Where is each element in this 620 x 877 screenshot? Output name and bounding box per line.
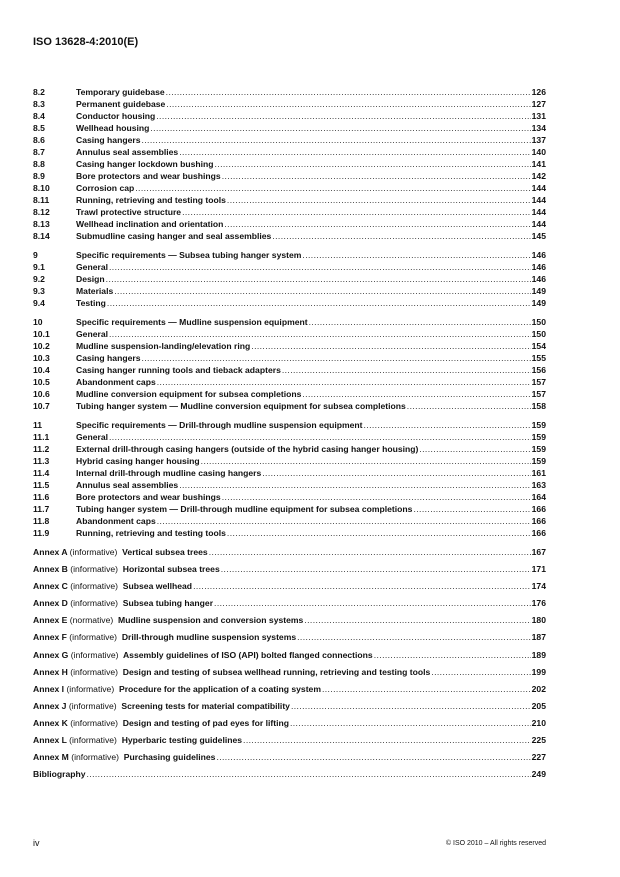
annex-label: Annex F — [33, 632, 67, 643]
entry-title: Specific requirements — Subsea tubing hanger system — [76, 250, 302, 260]
entry-page: 127 — [531, 99, 546, 109]
entry-title: Tubing hanger system — Mudline conversion equipment for subsea completions — [76, 401, 406, 411]
toc-entry[interactable] — [33, 527, 546, 539]
dot-leader — [166, 86, 531, 98]
annex-kind: (informative) — [69, 735, 117, 746]
entry-title: Running, retrieving and testing tools — [76, 195, 226, 205]
dot-leader — [135, 182, 530, 194]
entry-title: Design — [76, 274, 105, 284]
toc-section-group — [33, 86, 546, 242]
dot-leader — [222, 170, 531, 182]
entry-page: 161 — [531, 468, 546, 478]
entry-page: 146 — [531, 250, 546, 260]
entry-title: Bore protectors and wear bushings — [76, 171, 221, 181]
entry-title: Casing hangers — [76, 135, 141, 145]
dot-leader — [290, 715, 531, 732]
annex-title-block — [33, 595, 213, 612]
dot-leader — [419, 443, 530, 455]
dot-leader — [109, 431, 531, 443]
dot-leader — [407, 400, 531, 412]
dot-leader — [109, 261, 531, 273]
annex-title: Horizontal subsea trees — [122, 564, 220, 575]
annex-title-block — [33, 629, 296, 646]
annex-label: Annex B — [33, 564, 68, 575]
annex-label: Annex H — [33, 666, 68, 677]
entry-page: 202 — [531, 683, 546, 694]
entry-title: Trawl protective structure — [76, 207, 182, 217]
annex-label: Annex A — [33, 547, 68, 557]
toc-section-group — [33, 419, 546, 539]
entry-page: 131 — [531, 111, 546, 121]
toc-entry[interactable] — [33, 194, 546, 206]
dot-leader — [179, 146, 530, 158]
entry-page: 146 — [531, 274, 546, 284]
dot-leader — [227, 194, 531, 206]
entry-number: 8.3 — [33, 99, 45, 109]
entry-title: Materials — [76, 286, 114, 296]
annex-title: Vertical subsea trees — [122, 547, 208, 557]
dot-leader — [262, 467, 530, 479]
annex-title: Design and testing of pad eyes for lifting — [122, 717, 289, 728]
annex-title: Subsea tubing hanger — [122, 598, 214, 609]
entry-page: 145 — [531, 231, 546, 241]
entry-title: Specific requirements — Drill-through mudline suspension equipment — [76, 420, 363, 430]
annex-title-block — [33, 647, 373, 664]
dot-leader — [374, 647, 531, 664]
entry-page: 166 — [531, 516, 546, 526]
entry-number: 11.9 — [33, 528, 50, 538]
toc-entry[interactable] — [33, 146, 546, 158]
entry-page: 166 — [531, 528, 546, 538]
entry-title: Hybrid casing hanger housing — [76, 456, 200, 466]
annex-title-block — [33, 612, 303, 629]
entry-number: 9 — [33, 250, 38, 260]
toc-entry[interactable] — [33, 297, 546, 309]
dot-leader — [251, 340, 530, 352]
entry-number: 8.5 — [33, 123, 45, 133]
entry-page: 149 — [531, 286, 546, 296]
entry-page: 150 — [531, 329, 546, 339]
entry-number: 10.5 — [33, 377, 50, 387]
entry-number: 11.2 — [33, 444, 50, 454]
entry-page: 156 — [531, 365, 546, 375]
entry-title: Specific requirements — Mudline suspension equipment — [76, 317, 308, 327]
toc-annex-entry[interactable] — [33, 629, 546, 646]
toc-entry[interactable] — [33, 491, 546, 503]
toc-entry[interactable] — [33, 249, 546, 261]
entry-page: 159 — [531, 456, 546, 466]
dot-leader — [182, 206, 531, 218]
dot-leader — [157, 515, 531, 527]
entry-number: 9.1 — [33, 262, 45, 272]
annex-title-block — [33, 698, 290, 715]
entry-number: 11 — [33, 420, 43, 430]
entry-page: 146 — [531, 262, 546, 272]
entry-number: 11.5 — [33, 480, 50, 490]
entry-page: 205 — [531, 700, 546, 711]
annex-title-block — [33, 715, 289, 732]
entry-number: 8.4 — [33, 111, 45, 121]
entry-page: 144 — [531, 207, 546, 217]
entry-title: Tubing hanger system — Drill-through mudline equipment for subsea completions — [76, 504, 413, 514]
entry-number: 11.7 — [33, 504, 50, 514]
entry-page: 150 — [531, 317, 546, 327]
entry-title: Permanent guidebase — [76, 99, 166, 109]
dot-leader — [179, 479, 530, 491]
entry-page: 225 — [531, 735, 546, 746]
entry-number: 11.6 — [33, 492, 50, 502]
toc-entry[interactable] — [33, 352, 546, 364]
toc-entry[interactable] — [33, 182, 546, 194]
dot-leader — [309, 316, 531, 328]
entry-number: 8.8 — [33, 159, 45, 169]
toc-entry[interactable] — [33, 261, 546, 273]
entry-title: Bore protectors and wear bushings — [76, 492, 221, 502]
annex-kind: (informative) — [70, 564, 119, 575]
annex-title: Screening tests for material compatibility — [121, 700, 290, 711]
dot-leader — [282, 364, 531, 376]
entry-title: General — [76, 329, 109, 339]
annex-kind: (informative) — [69, 632, 118, 643]
entry-title: Mudline suspension-landing/elevation ring — [76, 341, 251, 351]
dot-leader — [201, 455, 531, 467]
entry-page: 158 — [531, 401, 546, 411]
entry-page: 157 — [531, 377, 546, 387]
toc-entry[interactable] — [33, 158, 546, 170]
toc-entry[interactable] — [33, 515, 546, 527]
entry-number: 10.1 — [33, 329, 50, 339]
annex-kind: (informative) — [70, 598, 119, 609]
dot-leader — [222, 491, 531, 503]
toc-entry[interactable] — [33, 98, 546, 110]
entry-page: 126 — [531, 87, 546, 97]
dot-leader — [322, 681, 531, 698]
entry-page: 189 — [531, 649, 546, 660]
page-number: iv — [33, 838, 40, 848]
dot-leader — [304, 612, 530, 629]
entry-title: Casing hanger lockdown bushing — [76, 159, 214, 169]
document-header: ISO 13628-4:2010(E) — [33, 36, 139, 48]
entry-number: 8.14 — [33, 231, 50, 241]
entry-number: 11.1 — [33, 432, 50, 442]
entry-title: Corrosion cap — [76, 183, 135, 193]
annex-label: Annex J — [33, 700, 67, 711]
toc-entry[interactable] — [33, 455, 546, 467]
entry-number: 8.2 — [33, 87, 45, 97]
toc-entry[interactable] — [33, 364, 546, 376]
entry-page: 154 — [531, 341, 546, 351]
toc-entry[interactable] — [33, 400, 546, 412]
toc-annex-entry[interactable] — [33, 732, 546, 749]
dot-leader — [156, 110, 530, 122]
dot-leader — [114, 285, 530, 297]
dot-leader — [106, 273, 531, 285]
entry-title: Casing hanger running tools and tieback adapters — [76, 365, 281, 375]
toc-annex-entry[interactable] — [33, 595, 546, 612]
annex-label: Annex C — [33, 581, 68, 592]
entry-page: 199 — [531, 666, 546, 677]
entry-number: 9.2 — [33, 274, 45, 284]
dot-leader — [302, 388, 530, 400]
dot-leader — [141, 134, 530, 146]
entry-page: 134 — [531, 123, 546, 133]
entry-number: 9.4 — [33, 298, 45, 308]
annex-kind: (informative) — [70, 717, 119, 728]
entry-page: 159 — [531, 420, 546, 430]
entry-title: Internal drill-through mudline casing hangers — [76, 468, 262, 478]
entry-page: 187 — [531, 632, 546, 643]
entry-number: 11.8 — [33, 516, 50, 526]
toc-annex-entry[interactable] — [33, 647, 546, 664]
toc-entry[interactable] — [33, 86, 546, 98]
toc-entry[interactable] — [33, 419, 546, 431]
dot-leader — [215, 158, 531, 170]
toc-entry[interactable] — [33, 388, 546, 400]
entry-title: Running, retrieving and testing tools — [76, 528, 226, 538]
toc-section-group — [33, 316, 546, 412]
entry-page: 140 — [531, 147, 546, 157]
annex-label: Annex L — [33, 735, 67, 746]
toc-entry[interactable] — [33, 340, 546, 352]
annex-title: Assembly guidelines of ISO (API) bolted flanged connections — [122, 649, 373, 660]
annex-title: Mudline suspension and conversion systems — [118, 615, 304, 626]
entry-page: 171 — [531, 564, 546, 575]
entry-page: 176 — [531, 598, 546, 609]
entry-number: 9.3 — [33, 286, 45, 296]
entry-number: 8.7 — [33, 147, 45, 157]
toc-entry[interactable] — [33, 206, 546, 218]
toc-entry[interactable] — [33, 122, 546, 134]
entry-page: 164 — [531, 492, 546, 502]
dot-leader — [216, 749, 530, 766]
annex-kind: (informative) — [68, 700, 117, 711]
toc-annex-entry[interactable] — [33, 544, 546, 561]
toc-entry[interactable] — [33, 431, 546, 443]
toc-entry[interactable] — [33, 110, 546, 122]
dot-leader — [302, 249, 530, 261]
annex-title-block — [33, 664, 430, 681]
dot-leader — [413, 503, 530, 515]
dot-leader — [364, 419, 531, 431]
dot-leader — [431, 664, 530, 681]
entry-page: 142 — [531, 171, 546, 181]
toc-entry[interactable] — [33, 230, 546, 242]
entry-page: 166 — [531, 504, 546, 514]
annex-label: Annex I — [33, 683, 65, 694]
toc-entry[interactable] — [33, 285, 546, 297]
dot-leader — [297, 629, 531, 646]
entry-title: Abandonment caps — [76, 516, 156, 526]
entry-page: 155 — [531, 353, 546, 363]
annex-title: Hyperbaric testing guidelines — [121, 735, 243, 746]
entry-page: 141 — [531, 159, 546, 169]
entry-number: 11.3 — [33, 456, 50, 466]
entry-page: 144 — [531, 183, 546, 193]
annex-kind: (informative) — [71, 752, 119, 763]
annex-kind: (informative) — [70, 649, 119, 660]
entry-page: 149 — [531, 298, 546, 308]
annex-title: Procedure for the application of a coating system — [118, 683, 321, 694]
entry-number: 10.2 — [33, 341, 50, 351]
toc-annex-entry[interactable] — [33, 561, 546, 578]
entry-page: 163 — [531, 480, 546, 490]
toc-entry[interactable] — [33, 443, 546, 455]
entry-title: External drill-through casing hangers (outside of the hybrid casing hanger housing) — [76, 444, 419, 454]
toc-annex-entry[interactable] — [33, 715, 546, 732]
entry-number: 10.6 — [33, 389, 50, 399]
annex-title-block — [33, 578, 192, 595]
entry-number: 8.6 — [33, 135, 45, 145]
entry-page: 159 — [531, 444, 546, 454]
annex-title: Drill-through mudline suspension systems — [121, 632, 297, 643]
entry-number: 10.7 — [33, 401, 50, 411]
entry-title: Abandonment caps — [76, 377, 156, 387]
dot-leader — [291, 698, 531, 715]
entry-title: Wellhead inclination and orientation — [76, 219, 224, 229]
dot-leader — [87, 766, 531, 783]
entry-number: 8.10 — [33, 183, 50, 193]
copyright-notice: © ISO 2010 – All rights reserved — [445, 840, 546, 847]
annex-title-block — [33, 544, 208, 561]
entry-number: 8.9 — [33, 171, 45, 181]
entry-title: Casing hangers — [76, 353, 141, 363]
entry-page: 210 — [531, 717, 546, 728]
toc-entry[interactable] — [33, 170, 546, 182]
dot-leader — [109, 328, 531, 340]
annex-title: Purchasing guidelines — [123, 752, 216, 763]
toc-entry[interactable] — [33, 273, 546, 285]
toc-entry[interactable] — [33, 218, 546, 230]
entry-page: 144 — [531, 195, 546, 205]
annex-label: Annex M — [33, 752, 69, 763]
table-of-contents — [33, 86, 546, 790]
toc-annex-entry[interactable] — [33, 664, 546, 681]
dot-leader — [221, 561, 531, 578]
dot-leader — [243, 732, 531, 749]
entry-page: 167 — [531, 547, 546, 557]
entry-title: Annulus seal assemblies — [76, 147, 179, 157]
toc-annex-entry[interactable] — [33, 612, 546, 629]
annex-kind: (informative) — [66, 683, 115, 694]
entry-page: 159 — [531, 432, 546, 442]
toc-entry[interactable] — [33, 316, 546, 328]
annex-title: Design and testing of subsea wellhead running, retrieving and testing tools — [122, 666, 431, 677]
annex-kind: (informative) — [69, 547, 118, 557]
toc-annex-entry[interactable] — [33, 578, 546, 595]
annex-title: Subsea wellhead — [122, 581, 193, 592]
dot-leader — [193, 578, 531, 595]
annex-label: Bibliography — [33, 769, 86, 780]
entry-title: Annulus seal assemblies — [76, 480, 179, 490]
annex-label: Annex E — [33, 615, 68, 626]
entry-title: Mudline conversion equipment for subsea completions — [76, 389, 302, 399]
entry-title: Testing — [76, 298, 106, 308]
annex-label: Annex D — [33, 598, 68, 609]
dot-leader — [107, 297, 531, 309]
entry-title: General — [76, 262, 109, 272]
entry-title: Conductor housing — [76, 111, 156, 121]
annex-title-block — [33, 732, 242, 749]
entry-title: Wellhead housing — [76, 123, 150, 133]
toc-entry[interactable] — [33, 503, 546, 515]
toc-entry[interactable] — [33, 467, 546, 479]
dot-leader — [272, 230, 530, 242]
entry-number: 10.3 — [33, 353, 50, 363]
annex-title-block — [33, 766, 86, 783]
toc-annex-entry[interactable] — [33, 681, 546, 698]
entry-number: 8.11 — [33, 195, 50, 205]
entry-number: 8.13 — [33, 219, 50, 229]
annex-label: Annex K — [33, 717, 68, 728]
entry-page: 137 — [531, 135, 546, 145]
annex-kind: (informative) — [70, 666, 119, 677]
annex-label: Annex G — [33, 649, 69, 660]
toc-entry[interactable] — [33, 479, 546, 491]
toc-annex-entry[interactable] — [33, 698, 546, 715]
entry-page: 227 — [531, 752, 546, 763]
entry-number: 11.4 — [33, 468, 50, 478]
entry-page: 249 — [531, 769, 546, 780]
entry-page: 174 — [531, 581, 546, 592]
annex-title-block — [33, 749, 215, 766]
toc-entry[interactable] — [33, 328, 546, 340]
dot-leader — [166, 98, 530, 110]
dot-leader — [209, 544, 531, 561]
toc-entry[interactable] — [33, 376, 546, 388]
toc-annex-group — [33, 544, 546, 783]
entry-number: 10 — [33, 317, 43, 327]
entry-title: General — [76, 432, 109, 442]
toc-annex-entry[interactable] — [33, 766, 546, 783]
dot-leader — [150, 122, 530, 134]
annex-kind: (normative) — [69, 615, 114, 626]
annex-title-block — [33, 561, 220, 578]
entry-number: 8.12 — [33, 207, 50, 217]
annex-title-block — [33, 681, 321, 698]
dot-leader — [157, 376, 531, 388]
dot-leader — [227, 527, 531, 539]
dot-leader — [141, 352, 530, 364]
annex-kind: (informative) — [70, 581, 119, 592]
entry-page: 180 — [531, 615, 546, 626]
dot-leader — [214, 595, 531, 612]
entry-title: Temporary guidebase — [76, 87, 165, 97]
entry-number: 10.4 — [33, 365, 50, 375]
entry-title: Submudline casing hanger and seal assemblies — [76, 231, 272, 241]
toc-entry[interactable] — [33, 134, 546, 146]
toc-section-group — [33, 249, 546, 309]
entry-page: 157 — [531, 389, 546, 399]
toc-annex-entry[interactable] — [33, 749, 546, 766]
dot-leader — [224, 218, 530, 230]
entry-page: 144 — [531, 219, 546, 229]
